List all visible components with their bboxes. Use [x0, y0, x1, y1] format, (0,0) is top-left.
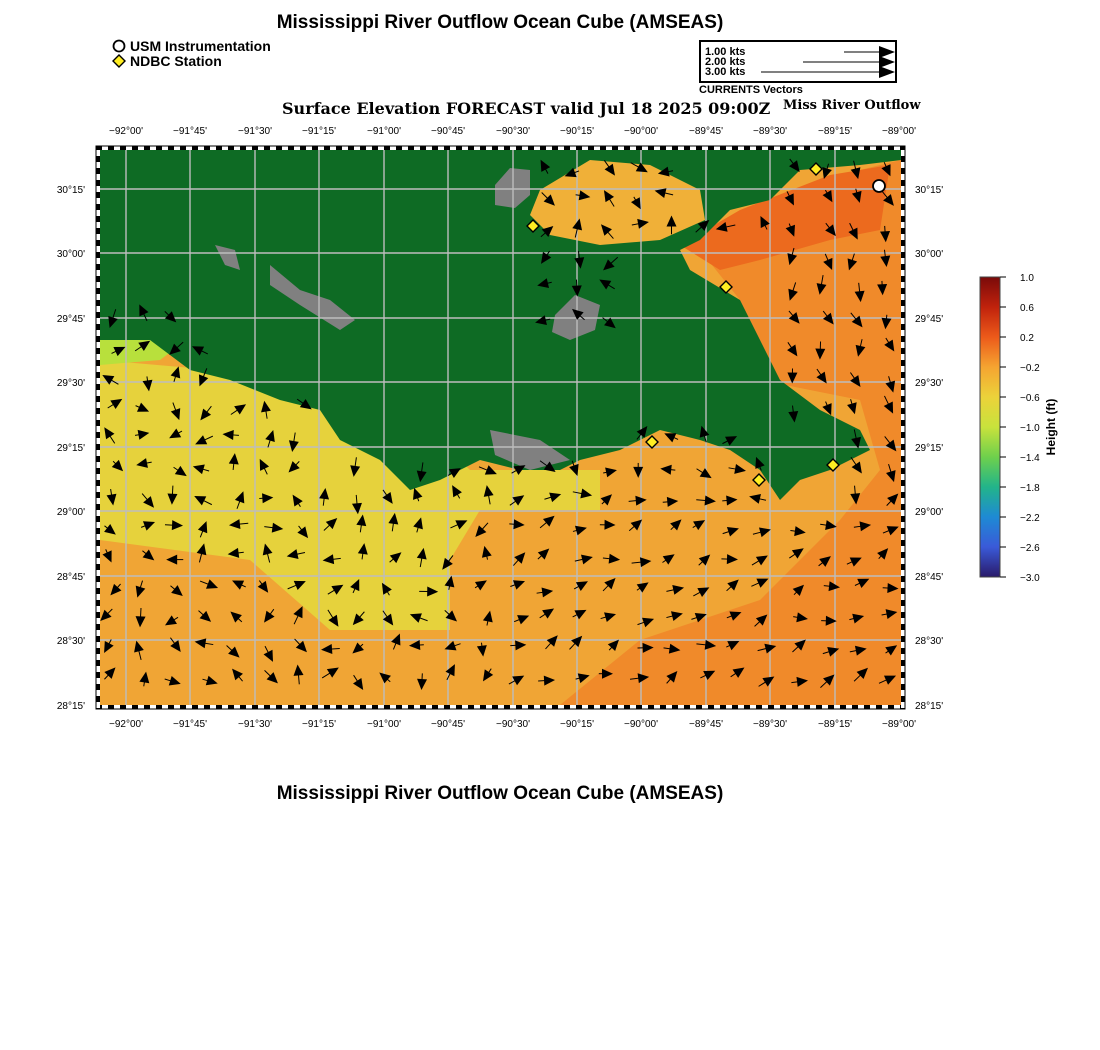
latitude-label: 30°15'	[56, 185, 85, 196]
colorbar-tick-label: −3.0	[1020, 573, 1040, 584]
forecast-subtitle: Surface Elevation FORECAST valid Jul 18 2025 09:00Z	[282, 99, 771, 118]
longitude-label: −90°00'	[624, 126, 658, 137]
colorbar-tick-label: −2.6	[1020, 543, 1040, 554]
longitude-label: −91°45'	[173, 126, 207, 137]
colorbar-tick-label: 1.0	[1020, 273, 1034, 284]
colorbar-gradient	[980, 277, 1000, 577]
longitude-label: −90°45'	[431, 719, 465, 730]
longitude-label: −92°00'	[109, 719, 143, 730]
colorbar-ticks	[1000, 273, 1040, 584]
latitude-label: 30°15'	[915, 185, 944, 196]
colorbar	[980, 273, 1058, 584]
latitude-label: 28°45'	[56, 572, 85, 583]
latitude-label: 28°45'	[915, 572, 944, 583]
longitude-labels-bottom	[109, 719, 916, 730]
latitude-label: 28°15'	[56, 701, 85, 712]
longitude-label: −92°00'	[109, 126, 143, 137]
longitude-label: −90°00'	[624, 719, 658, 730]
vector-legend-caption: CURRENTS Vectors	[699, 84, 803, 96]
secondary-title: Mississippi River Outflow Ocean Cube (AMSEAS)	[276, 783, 724, 804]
legend-ndbc-label: NDBC Station	[130, 53, 222, 69]
latitude-label: 29°30'	[915, 378, 944, 389]
latitude-labels-right	[915, 185, 943, 712]
longitude-label: −89°30'	[753, 126, 787, 137]
longitude-label: −91°30'	[238, 719, 272, 730]
latitude-label: 29°45'	[915, 314, 944, 325]
longitude-labels-top	[109, 126, 916, 137]
latitude-label: 28°15'	[915, 701, 944, 712]
latitude-label: 28°30'	[915, 636, 944, 647]
colorbar-tick-label: 0.6	[1020, 303, 1034, 314]
colorbar-label: Height (ft)	[1044, 398, 1058, 456]
latitude-label: 29°30'	[56, 378, 85, 389]
latitude-label: 29°45'	[56, 314, 85, 325]
vector-scale-1: 1.00 kts	[705, 46, 746, 58]
longitude-label: −90°30'	[496, 719, 530, 730]
longitude-label: −90°15'	[560, 719, 594, 730]
longitude-label: −89°45'	[689, 126, 723, 137]
map-area	[97, 150, 902, 705]
latitude-labels-left	[57, 185, 85, 712]
colorbar-tick-label: −0.6	[1020, 393, 1040, 404]
longitude-label: −91°45'	[173, 719, 207, 730]
longitude-label: −91°00'	[367, 719, 401, 730]
longitude-label: −91°15'	[302, 719, 336, 730]
region-label: Miss River Outflow	[783, 98, 921, 113]
longitude-label: −91°30'	[238, 126, 272, 137]
colorbar-tick-label: −1.0	[1020, 423, 1040, 434]
vector-scale-2: 2.00 kts	[705, 56, 746, 68]
longitude-label: −89°45'	[689, 719, 723, 730]
colorbar-tick-label: 0.2	[1020, 333, 1034, 344]
longitude-label: −89°00'	[882, 719, 916, 730]
latitude-label: 30°00'	[56, 249, 85, 260]
longitude-label: −90°15'	[560, 126, 594, 137]
latitude-label: 30°00'	[915, 249, 944, 260]
colorbar-tick-label: −2.2	[1020, 513, 1040, 524]
latitude-label: 29°15'	[915, 443, 944, 454]
latitude-label: 29°00'	[915, 507, 944, 518]
latitude-label: 28°30'	[56, 636, 85, 647]
longitude-label: −90°30'	[496, 126, 530, 137]
longitude-label: −91°00'	[367, 126, 401, 137]
vector-scale-3: 3.00 kts	[705, 66, 746, 78]
usm-instrument-marker	[873, 180, 885, 192]
colorbar-tick-label: −1.4	[1020, 453, 1040, 464]
longitude-label: −89°15'	[818, 719, 852, 730]
legend-usm-label: USM Instrumentation	[130, 38, 271, 54]
latitude-label: 29°15'	[56, 443, 85, 454]
latitude-label: 29°00'	[56, 507, 85, 518]
longitude-label: −91°15'	[302, 126, 336, 137]
colorbar-tick-label: −0.2	[1020, 363, 1040, 374]
longitude-label: −89°15'	[818, 126, 852, 137]
longitude-label: −90°45'	[431, 126, 465, 137]
longitude-label: −89°00'	[882, 126, 916, 137]
map-title: Mississippi River Outflow Ocean Cube (AMSEAS)	[276, 12, 724, 33]
longitude-label: −89°30'	[753, 719, 787, 730]
colorbar-tick-label: −1.8	[1020, 483, 1040, 494]
